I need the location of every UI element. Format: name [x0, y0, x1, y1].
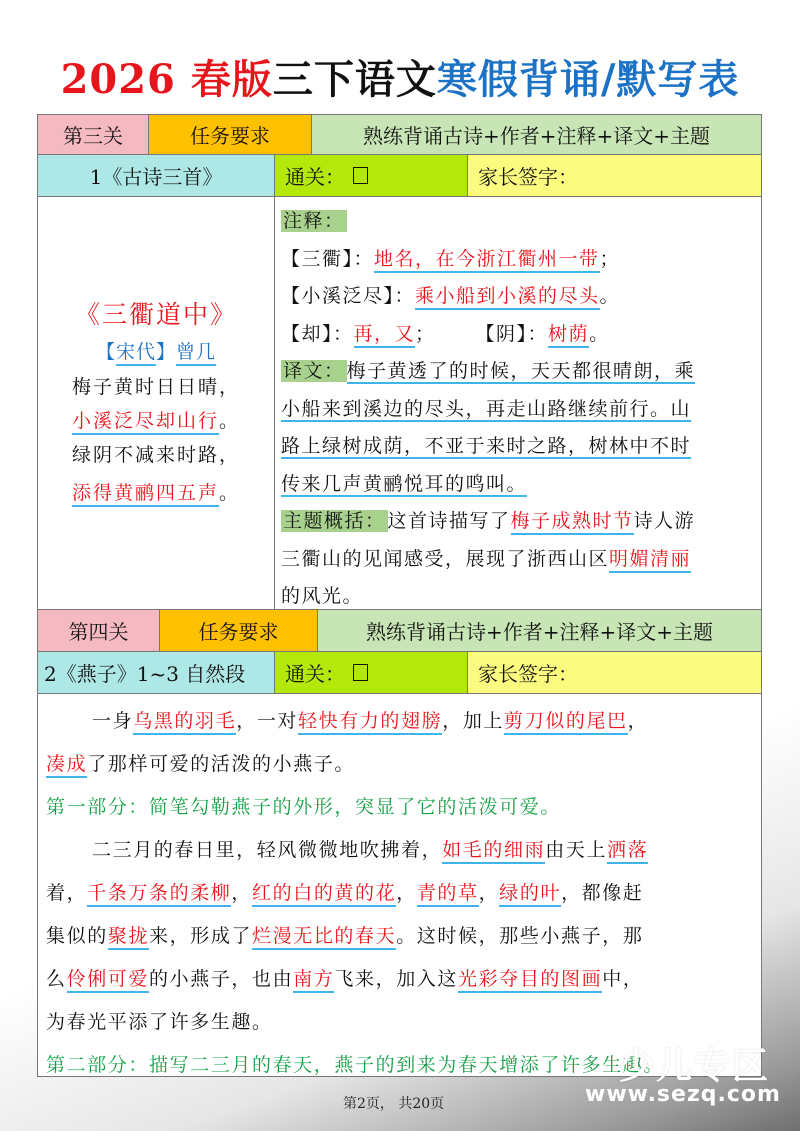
section3-level: 第三关 [38, 115, 149, 154]
theme-line: 三衢山的见闻感受，展现了浙西山区明媚清丽 [281, 541, 755, 579]
page-number: 第2页， 共20页 [343, 1096, 445, 1112]
section4-task-label: 任务要求 [160, 610, 318, 651]
swallow-text [38, 694, 761, 1076]
section3-sign-cell[interactable] [468, 155, 761, 196]
pass-checkbox[interactable] [353, 167, 368, 184]
poem-author-name: 曾几 [176, 341, 216, 366]
notes-label: 注释： [283, 210, 345, 232]
theme-line: 主题概括： 这首诗描写了梅子成熟时节诗人游 [281, 503, 755, 541]
section4-sign-cell[interactable] [468, 652, 761, 693]
paragraph-1-line: 一身乌黑的羽毛，一对轻快有力的翅膀，加上剪刀似的尾巴， [46, 700, 753, 743]
section3-task-row [38, 115, 761, 155]
theme-line: 的风光。 [281, 585, 364, 607]
parent-sign-label: 家长签字： [478, 165, 578, 189]
poem-title: 《三衢道中》 [74, 300, 237, 329]
section3-task-label: 任务要求 [149, 115, 312, 154]
title-edition: 春版 [190, 56, 273, 103]
title-topic: 寒假背诵/默写表 [436, 56, 740, 103]
paragraph-2-line: 么伶俐可爱的小燕子，也由南方飞来，加入这光彩夺目的图画中， [46, 958, 753, 1001]
section4-lesson: 2《燕子》1~3 自然段 [38, 652, 275, 693]
section4-task: 熟练背诵古诗+作者+注释+译文+主题 [318, 610, 761, 651]
pass-label: 通关： [285, 165, 345, 189]
paragraph-1-line: 凑成了那样可爱的活泼的小燕子。 [46, 743, 753, 786]
part-2-summary: 第二部分：描写二三月的春天，燕子的到来为春天增添了许多生趣。 [46, 1054, 665, 1076]
poem-text [38, 197, 275, 609]
section4-task-row [38, 610, 761, 652]
section3-lesson: 1《古诗三首》 [38, 155, 275, 196]
section4-lesson-row [38, 652, 761, 694]
translation-line: 路上绿树成荫，不亚于来时之路，树林中不时 [281, 435, 692, 457]
notes-heading [281, 203, 755, 241]
poem-dynasty-name: 宋代 [116, 341, 156, 366]
watermark-brand: 少儿专区 [618, 1046, 771, 1087]
theme-label: 主题概括： [283, 510, 386, 532]
title-year: 2026 [60, 56, 191, 103]
poem-explanations [275, 197, 761, 609]
translation-line: 译文： 梅子黄透了的时候，天天都很晴朗，乘 [283, 360, 696, 382]
page-title [0, 48, 800, 105]
poem-author-line [96, 337, 216, 364]
part-1-summary: 第一部分：简笔勾勒燕子的外形，突显了它的活泼可爱。 [46, 796, 562, 818]
section3-task: 熟练背诵古诗+作者+注释+译文+主题 [312, 115, 761, 154]
section3-pass-cell [275, 155, 468, 196]
section4-pass-cell [275, 652, 468, 693]
poem-line-4: 添得黄鹂四五声。 [72, 476, 240, 510]
note-item: 【却】：再，又； 【阴】：树荫。 [281, 316, 755, 354]
poem-line-1: 梅子黄时日日晴， [71, 376, 240, 398]
watermark-url: www.sezq.com [585, 1082, 781, 1107]
translation-line: 传来几声黄鹂悦耳的鸣叫。 [281, 472, 528, 495]
parent-sign-label: 家长签字： [478, 662, 578, 686]
translation-label: 译文： [283, 360, 345, 382]
poem-dynasty: 【宋代】 [96, 341, 176, 366]
paragraph-2-line: 着，千条万条的柔柳，红的白的黄的花，青的草，绿的叶，都像赶 [46, 872, 753, 915]
section4-level: 第四关 [38, 610, 160, 651]
pass-label: 通关： [285, 662, 345, 686]
note-item: 【三衢】：地名，在今浙江衢州一带； [281, 241, 755, 279]
note-item: 【小溪泛尽】：乘小船到小溪的尽头。 [281, 278, 755, 316]
pass-checkbox[interactable] [353, 664, 368, 681]
paragraph-2-line: 集似的聚拢来，形成了烂漫无比的春天。这时候，那些小燕子，那 [46, 915, 753, 958]
translation-line: 小船来到溪边的尽头，再走山路继续前行。山 [281, 397, 692, 420]
title-subject: 三下语文 [272, 56, 437, 103]
paragraph-2-line: 为春光平添了许多生趣。 [46, 1011, 273, 1033]
paragraph-2-line: 二三月的春日里，轻风微微地吹拂着，如毛的细雨由天上洒落 [46, 829, 753, 872]
poem-line-2: 小溪泛尽却山行。 [72, 404, 240, 438]
worksheet-table [37, 114, 762, 1077]
section3-lesson-row [38, 155, 761, 197]
poem-line-3: 绿阴不减来时路， [71, 444, 240, 466]
poem-row [38, 197, 761, 610]
